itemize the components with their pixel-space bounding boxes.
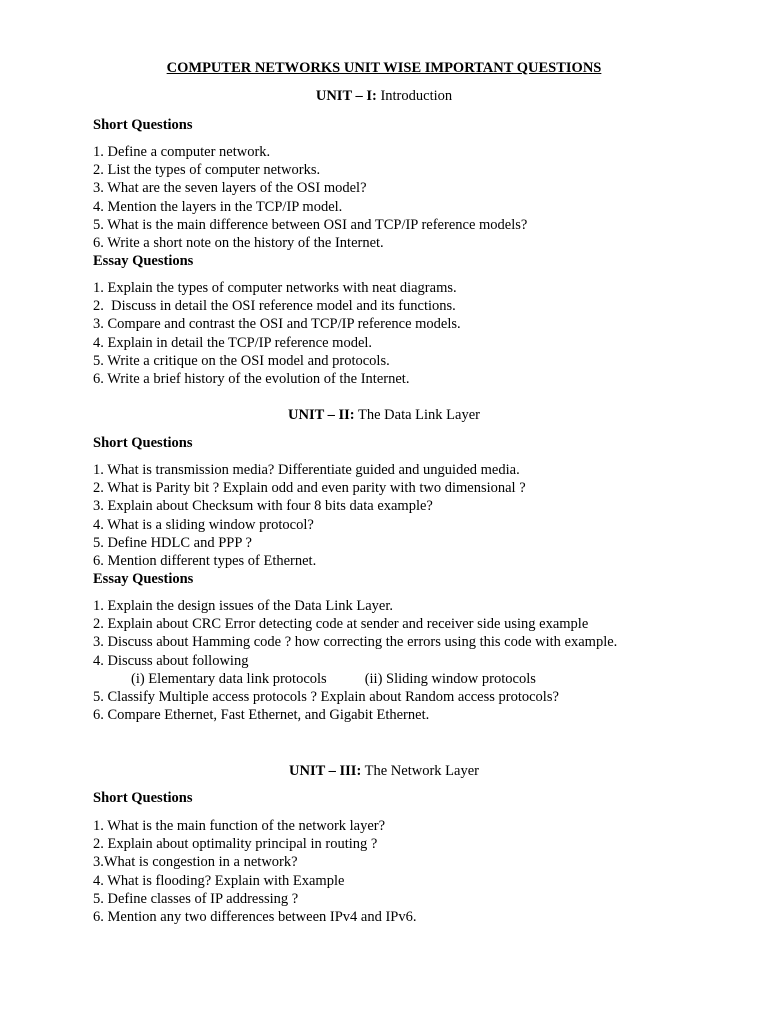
list-item: 4. What is flooding? Explain with Example [93,872,345,889]
list-item: 1. What is the main function of the network layer? [93,818,386,834]
list-item: 2. Explain about CRC Error detecting code at sender and receiver side using example [93,616,589,633]
list-item: 5. Define HDLC and PPP ? [93,534,252,551]
list-item: 1. Define a computer network. [93,144,271,160]
unit-2-label: UNIT – II: [288,407,355,423]
list-item: 4. What is a sliding window protocol? [93,516,314,533]
unit-1-essay-heading: Essay Questions [93,253,194,269]
list-item: 5. What is the main difference between OSI and TCP/IP reference models? [93,216,528,233]
list-item: 4. Explain in detail the TCP/IP reference model. [93,334,373,351]
list-item: 2. Discuss in detail the OSI reference model and its functions. [93,298,456,315]
list-item: 3. Discuss about Hamming code ? how correcting the errors using this code with example. [93,634,618,651]
list-item: 3. Explain about Checksum with four 8 bits data example? [93,498,433,515]
list-item: 5. Define classes of IP addressing ? [93,890,299,907]
list-item: 6. Write a brief history of the evolution of the Internet. [93,370,410,387]
unit-1-essay-list [93,279,733,388]
unit-3-heading [0,762,768,780]
unit-3-short-heading: Short Questions [93,790,193,806]
unit-3-name: The Network Layer [361,763,479,779]
list-item: 2. What is Parity bit ? Explain odd and even parity with two dimensional ? [93,480,526,497]
unit-3-label: UNIT – III: [289,763,362,779]
unit-1-label: UNIT – I: [315,88,377,104]
list-sub-items [93,670,733,688]
sub-item: (i) Elementary data link protocols [131,670,327,687]
unit-3-short-list [93,817,733,926]
list-item: 2. List the types of computer networks. [93,162,321,179]
unit-2-short-heading: Short Questions [93,435,193,451]
unit-1-short-heading: Short Questions [93,117,193,133]
list-item: 6. Write a short note on the history of the Internet. [93,234,384,251]
unit-1-heading [0,87,768,105]
sub-item: (ii) Sliding window protocols [364,670,536,687]
unit-1-name: Introduction [376,88,453,104]
list-item: 3.What is congestion in a network? [93,854,298,871]
list-item: 4. Mention the layers in the TCP/IP model. [93,198,343,215]
list-item: 3. Compare and contrast the OSI and TCP/IP reference models. [93,316,461,333]
unit-2-essay-list [93,597,733,724]
list-item: 1. Explain the design issues of the Data Link Layer. [93,598,393,614]
list-item: 5. Classify Multiple access protocols ? Explain about Random access protocols? [93,688,559,705]
unit-1-short-list [93,143,733,252]
list-item: 6. Mention any two differences between IPv4 and IPv6. [93,908,417,925]
list-item: 2. Explain about optimality principal in routing ? [93,836,378,853]
document-title: COMPUTER NETWORKS UNIT WISE IMPORTANT QUESTIONS [166,60,602,76]
unit-2-essay-heading: Essay Questions [93,571,194,587]
list-item: 1. What is transmission media? Differentiate guided and unguided media. [93,462,520,478]
list-item: 4. Discuss about following [93,652,249,669]
list-item: 6. Mention different types of Ethernet. [93,552,317,569]
unit-2-name: The Data Link Layer [354,407,480,423]
list-item: 1. Explain the types of computer networks with neat diagrams. [93,280,457,296]
list-item: 6. Compare Ethernet, Fast Ethernet, and Gigabit Ethernet. [93,707,430,724]
unit-2-short-list [93,461,733,570]
unit-2-heading [0,406,768,424]
list-item: 5. Write a critique on the OSI model and protocols. [93,352,390,369]
list-item: 3. What are the seven layers of the OSI model? [93,180,367,197]
